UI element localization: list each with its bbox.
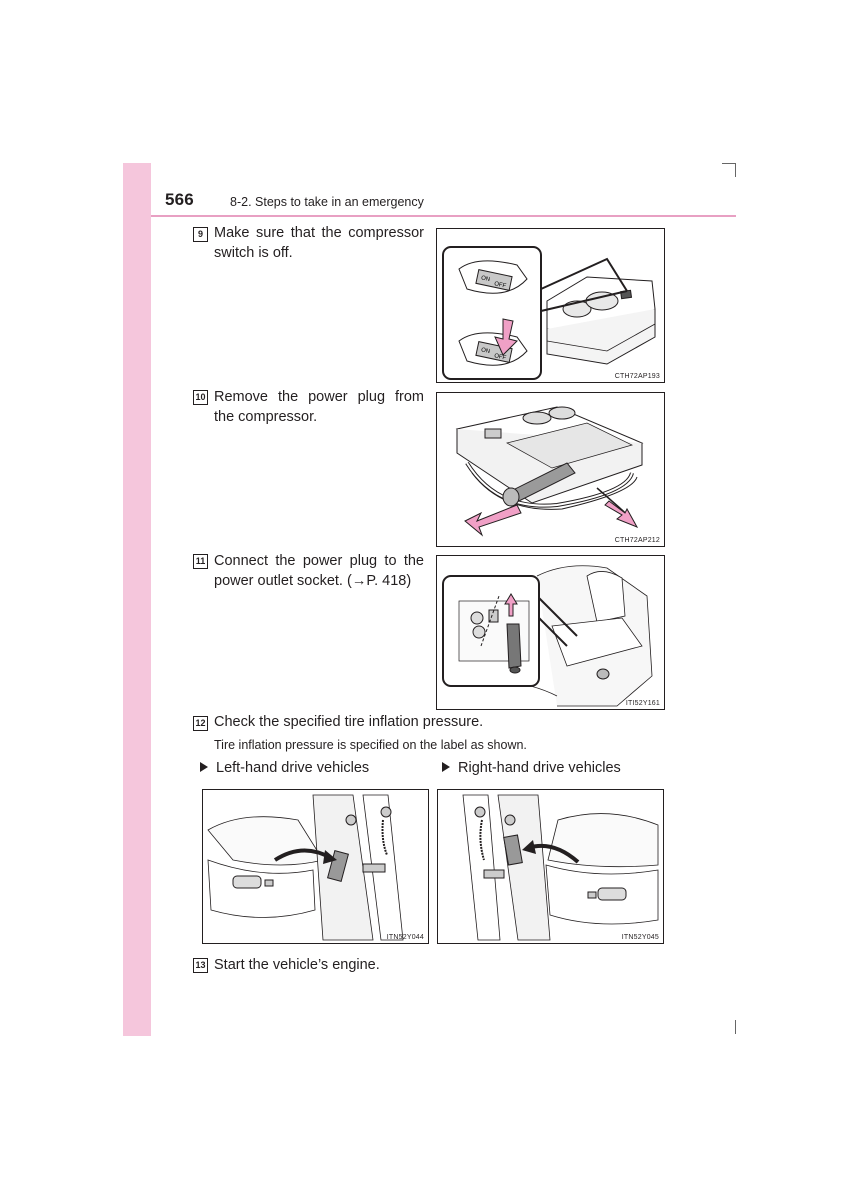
step-number-10: 10 [193,390,208,405]
switch-on-label-1: ON [480,275,491,284]
bullet-triangle-icon [442,762,450,772]
figure-right-hand-drive-label [437,789,664,944]
left-hand-drive-heading [200,760,369,776]
step-13-text: Start the vehicle’s engine. [214,957,380,973]
switch-off-label-1: OFF [493,281,507,290]
compressor-switch-illustration [437,229,664,382]
step-11-text: Connect the power plug to the power outlet socket. (→P. 418) [214,553,424,589]
figure-remove-power-plug [436,392,665,547]
bullet-triangle-icon [200,762,208,772]
figure-left-hand-drive-label [202,789,429,944]
step-12-note: Tire inflation pressure is specified on the label as shown. [214,738,527,752]
right-hand-drive-label: Right-hand drive vehicles [458,760,621,776]
header-rule [151,215,736,217]
crop-mark-bottom-right [735,1020,736,1034]
right-hand-drive-heading [442,760,621,776]
rhd-door-pillar-illustration [438,790,663,943]
left-hand-drive-label: Left-hand drive vehicles [216,760,370,776]
power-outlet-illustration [437,556,664,709]
section-title: 8-2. Steps to take in an emergency [230,195,424,209]
figure-compressor-switch [436,228,665,383]
side-tab-bar [123,163,151,1036]
step-12-text: Check the specified tire inflation pressure. [214,714,484,730]
lhd-door-pillar-illustration [203,790,428,943]
figure-code: ITN52Y044 [386,934,424,941]
switch-off-label-2: OFF [493,353,507,362]
step-10-text: Remove the power plug from the compressor. [214,389,424,425]
crop-mark-top-right [722,163,736,164]
switch-on-label-2: ON [480,347,491,356]
power-plug-removal-illustration [437,393,664,546]
figure-power-outlet [436,555,665,710]
step-number-12: 12 [193,716,208,731]
figure-code: CTH72AP193 [614,373,660,380]
step-number-11: 11 [193,554,208,569]
figure-code: CTH72AP212 [614,537,660,544]
step-number-13: 13 [193,958,208,973]
figure-code: ITN52Y045 [621,934,659,941]
step-number-9: 9 [193,227,208,242]
figure-code: ITI52Y161 [625,700,660,707]
page-number: 566 [165,190,194,209]
step-9-text: Make sure that the compressor switch is off. [214,225,424,261]
crop-mark-top-right-vertical [735,163,736,177]
